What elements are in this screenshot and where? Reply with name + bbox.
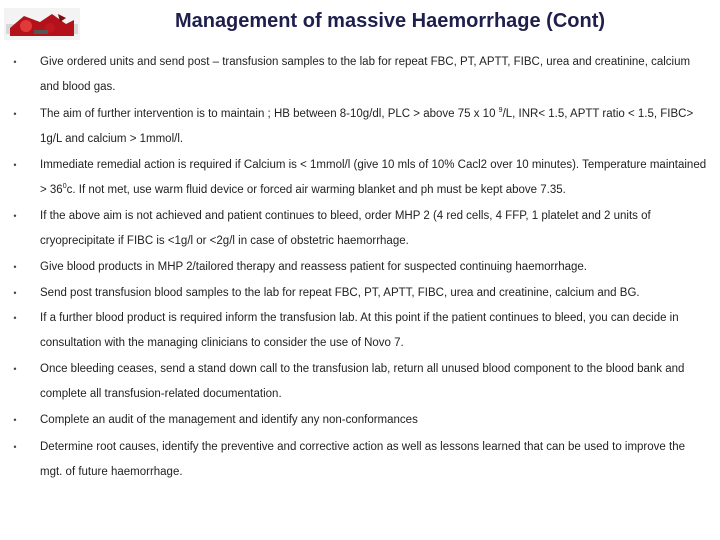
list-item-text: Complete an audit of the management and identify any non-conformances (40, 414, 418, 426)
blood-transfusion-logo-icon (4, 8, 80, 40)
bullet-icon: • (13, 109, 17, 119)
list-item (10, 408, 710, 435)
bullet-icon: • (13, 262, 17, 272)
list-item (10, 102, 710, 153)
bullet-icon: • (13, 313, 17, 323)
list-item-text: If the above aim is not achieved and patient continues to bleed, order MHP 2 (4 red cells, 4 FFP, 1 platelet and 2 units of cryoprecipitate if FIBC is <1g/l or <2g/l in case of obstetric haemorrhage. (40, 210, 651, 247)
list-item-text: The aim of further intervention is to maintain ; HB between 8-10g/dl, PLC > above 75 x 10 $^9$/L, INR< 1.5, APTT ratio < 1.5, FIBC> 1g/L and calcium > 1mmol/l. (40, 107, 694, 145)
bullet-icon: • (13, 364, 17, 374)
list-item-text: Give blood products in MHP 2/tailored therapy and reassess patient for suspected continuing haemorrhage. (40, 261, 587, 273)
list-item-text: Give ordered units and send post – transfusion samples to the lab for repeat FBC, PT, APTT, FIBC, urea and creatinine, calcium and blood gas. (40, 56, 691, 93)
list-item-text: If a further blood product is required inform the transfusion lab. At this point if the patient continues to bleed, you can decide in consultation with the managing clinicians to consider the use of Novo 7. (40, 312, 679, 349)
list-item (10, 50, 710, 102)
bullet-icon: • (13, 288, 17, 298)
bullet-icon: • (13, 211, 17, 221)
list-item (10, 255, 710, 281)
list-item (10, 153, 710, 204)
bullet-icon: • (13, 160, 17, 170)
list-item-text: Determine root causes, identify the preventive and corrective action as well as lessons learned that can be used to improve the mgt. of future haemorrhage. (40, 441, 685, 478)
list-item-text: Immediate remedial action is required if Calcium is < 1mmol/l (give 10 mls of 10% Cacl2 over 10 minutes). Temperature maintained > $36^0c$. If not met, use warm fluid device or forced air warming blanket and ph must be kept above 7.35. (40, 159, 707, 196)
bullet-list (10, 50, 710, 485)
list-item-text: Once bleeding ceases, send a stand down call to the transfusion lab, return all unused blood component to the blood bank and complete all transfusion-related documentation. (40, 363, 685, 400)
list-item (10, 281, 710, 306)
list-item (10, 357, 710, 408)
bullet-icon: • (13, 442, 17, 452)
page-title: Management of massive Haemorrhage (Cont) (174, 10, 606, 32)
bullet-icon: • (13, 415, 17, 425)
bullet-icon: • (13, 57, 17, 67)
list-item (10, 306, 710, 357)
list-item (10, 435, 710, 485)
list-item (10, 204, 710, 255)
list-item-text: Send post transfusion blood samples to the lab for repeat FBC, PT, APTT, FIBC, urea and creatinine, calcium and BG. (40, 287, 640, 299)
